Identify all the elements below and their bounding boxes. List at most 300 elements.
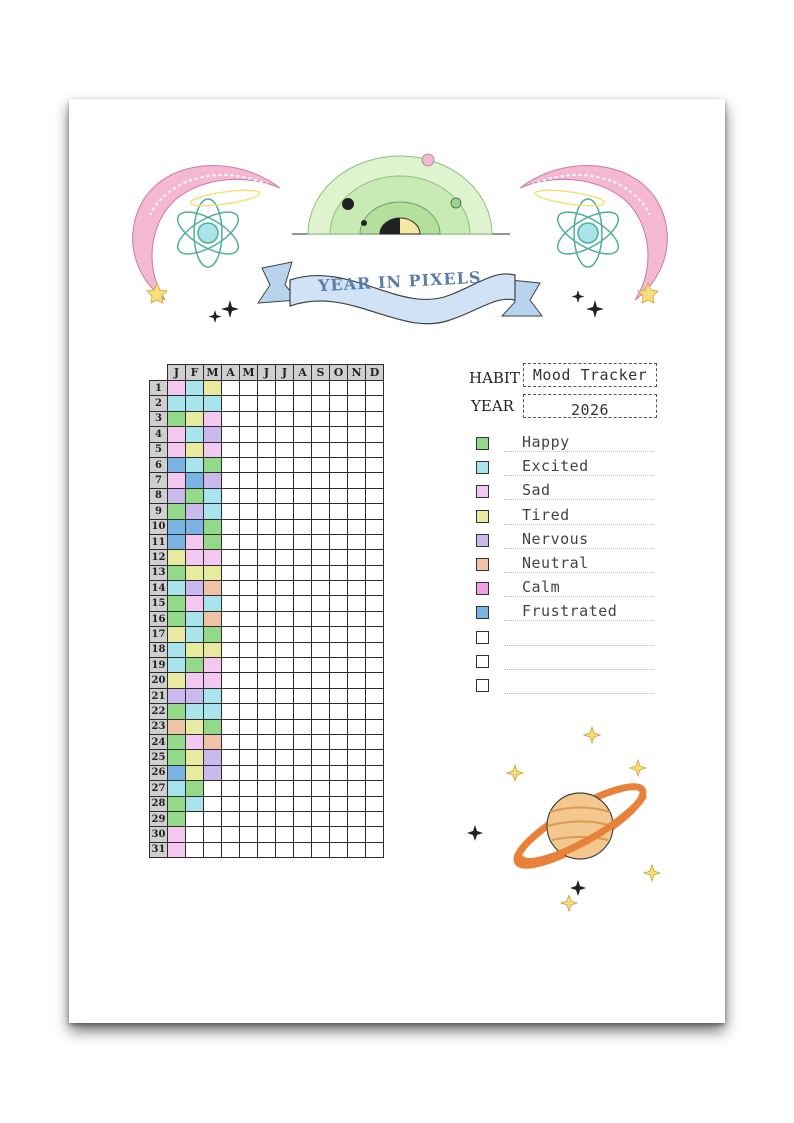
pixel-cell[interactable] bbox=[240, 750, 258, 765]
pixel-cell[interactable] bbox=[294, 688, 312, 703]
pixel-cell[interactable] bbox=[186, 750, 204, 765]
pixel-cell[interactable] bbox=[294, 611, 312, 626]
pixel-cell[interactable] bbox=[348, 796, 366, 811]
pixel-cell[interactable] bbox=[204, 534, 222, 549]
pixel-cell[interactable] bbox=[366, 457, 384, 472]
pixel-cell[interactable] bbox=[294, 534, 312, 549]
pixel-cell[interactable] bbox=[312, 842, 330, 857]
pixel-cell[interactable] bbox=[222, 488, 240, 503]
pixel-cell[interactable] bbox=[222, 381, 240, 396]
pixel-cell[interactable] bbox=[294, 519, 312, 534]
pixel-cell[interactable] bbox=[258, 473, 276, 488]
pixel-cell[interactable] bbox=[330, 627, 348, 642]
pixel-cell[interactable] bbox=[222, 796, 240, 811]
mood-swatch[interactable] bbox=[476, 534, 489, 547]
pixel-cell[interactable] bbox=[204, 411, 222, 426]
pixel-cell[interactable] bbox=[186, 688, 204, 703]
pixel-cell[interactable] bbox=[186, 596, 204, 611]
pixel-cell[interactable] bbox=[222, 565, 240, 580]
pixel-cell[interactable] bbox=[330, 734, 348, 749]
pixel-cell[interactable] bbox=[240, 519, 258, 534]
pixel-cell[interactable] bbox=[366, 642, 384, 657]
pixel-cell[interactable] bbox=[204, 704, 222, 719]
pixel-cell[interactable] bbox=[168, 427, 186, 442]
pixel-cell[interactable] bbox=[312, 457, 330, 472]
pixel-cell[interactable] bbox=[348, 457, 366, 472]
pixel-cell[interactable] bbox=[204, 765, 222, 780]
pixel-cell[interactable] bbox=[186, 811, 204, 826]
pixel-cell[interactable] bbox=[258, 842, 276, 857]
pixel-cell[interactable] bbox=[330, 411, 348, 426]
pixel-cell[interactable] bbox=[366, 381, 384, 396]
pixel-cell[interactable] bbox=[222, 457, 240, 472]
pixel-cell[interactable] bbox=[204, 827, 222, 842]
pixel-cell[interactable] bbox=[222, 519, 240, 534]
pixel-cell[interactable] bbox=[186, 396, 204, 411]
pixel-cell[interactable] bbox=[330, 473, 348, 488]
pixel-cell[interactable] bbox=[294, 504, 312, 519]
pixel-cell[interactable] bbox=[168, 581, 186, 596]
pixel-cell[interactable] bbox=[258, 504, 276, 519]
pixel-cell[interactable] bbox=[240, 642, 258, 657]
pixel-cell[interactable] bbox=[186, 381, 204, 396]
pixel-cell[interactable] bbox=[312, 734, 330, 749]
pixel-cell[interactable] bbox=[240, 734, 258, 749]
pixel-cell[interactable] bbox=[276, 473, 294, 488]
pixel-cell[interactable] bbox=[186, 719, 204, 734]
pixel-cell[interactable] bbox=[222, 427, 240, 442]
pixel-cell[interactable] bbox=[258, 411, 276, 426]
pixel-cell[interactable] bbox=[186, 627, 204, 642]
pixel-cell[interactable] bbox=[186, 519, 204, 534]
pixel-cell[interactable] bbox=[222, 473, 240, 488]
pixel-cell[interactable] bbox=[330, 811, 348, 826]
pixel-cell[interactable] bbox=[366, 719, 384, 734]
pixel-cell[interactable] bbox=[204, 427, 222, 442]
pixel-cell[interactable] bbox=[294, 765, 312, 780]
pixel-cell[interactable] bbox=[294, 673, 312, 688]
pixel-cell[interactable] bbox=[366, 396, 384, 411]
pixel-cell[interactable] bbox=[186, 457, 204, 472]
pixel-cell[interactable] bbox=[330, 704, 348, 719]
pixel-cell[interactable] bbox=[276, 411, 294, 426]
pixel-cell[interactable] bbox=[222, 750, 240, 765]
pixel-cell[interactable] bbox=[240, 781, 258, 796]
pixel-cell[interactable] bbox=[258, 581, 276, 596]
pixel-cell[interactable] bbox=[276, 488, 294, 503]
pixel-cell[interactable] bbox=[276, 611, 294, 626]
pixel-cell[interactable] bbox=[276, 750, 294, 765]
pixel-cell[interactable] bbox=[168, 750, 186, 765]
pixel-cell[interactable] bbox=[348, 396, 366, 411]
pixel-cell[interactable] bbox=[240, 765, 258, 780]
pixel-cell[interactable] bbox=[366, 811, 384, 826]
pixel-cell[interactable] bbox=[366, 688, 384, 703]
pixel-cell[interactable] bbox=[366, 750, 384, 765]
pixel-cell[interactable] bbox=[258, 704, 276, 719]
pixel-cell[interactable] bbox=[258, 673, 276, 688]
pixel-cell[interactable] bbox=[222, 550, 240, 565]
pixel-cell[interactable] bbox=[312, 396, 330, 411]
pixel-cell[interactable] bbox=[204, 627, 222, 642]
pixel-cell[interactable] bbox=[258, 565, 276, 580]
pixel-cell[interactable] bbox=[222, 765, 240, 780]
pixel-cell[interactable] bbox=[204, 550, 222, 565]
pixel-cell[interactable] bbox=[276, 381, 294, 396]
pixel-cell[interactable] bbox=[168, 550, 186, 565]
pixel-cell[interactable] bbox=[204, 596, 222, 611]
pixel-cell[interactable] bbox=[312, 688, 330, 703]
pixel-cell[interactable] bbox=[276, 842, 294, 857]
pixel-cell[interactable] bbox=[366, 411, 384, 426]
pixel-cell[interactable] bbox=[204, 611, 222, 626]
pixel-cell[interactable] bbox=[348, 504, 366, 519]
pixel-cell[interactable] bbox=[294, 704, 312, 719]
pixel-cell[interactable] bbox=[294, 488, 312, 503]
pixel-cell[interactable] bbox=[240, 842, 258, 857]
pixel-cell[interactable] bbox=[366, 488, 384, 503]
pixel-cell[interactable] bbox=[204, 565, 222, 580]
pixel-cell[interactable] bbox=[312, 796, 330, 811]
pixel-cell[interactable] bbox=[348, 596, 366, 611]
pixel-cell[interactable] bbox=[312, 596, 330, 611]
pixel-cell[interactable] bbox=[276, 673, 294, 688]
pixel-cell[interactable] bbox=[168, 381, 186, 396]
pixel-cell[interactable] bbox=[348, 519, 366, 534]
pixel-cell[interactable] bbox=[312, 427, 330, 442]
year-field[interactable]: 2026 bbox=[523, 394, 657, 418]
pixel-cell[interactable] bbox=[240, 504, 258, 519]
pixel-cell[interactable] bbox=[258, 750, 276, 765]
pixel-cell[interactable] bbox=[330, 534, 348, 549]
pixel-cell[interactable] bbox=[366, 519, 384, 534]
pixel-cell[interactable] bbox=[168, 442, 186, 457]
pixel-cell[interactable] bbox=[366, 673, 384, 688]
pixel-cell[interactable] bbox=[240, 811, 258, 826]
pixel-cell[interactable] bbox=[168, 627, 186, 642]
pixel-cell[interactable] bbox=[330, 550, 348, 565]
pixel-cell[interactable] bbox=[168, 688, 186, 703]
pixel-cell[interactable] bbox=[348, 534, 366, 549]
pixel-cell[interactable] bbox=[258, 688, 276, 703]
pixel-cell[interactable] bbox=[258, 827, 276, 842]
pixel-cell[interactable] bbox=[276, 519, 294, 534]
pixel-cell[interactable] bbox=[294, 781, 312, 796]
pixel-cell[interactable] bbox=[186, 658, 204, 673]
pixel-cell[interactable] bbox=[204, 781, 222, 796]
pixel-cell[interactable] bbox=[168, 781, 186, 796]
pixel-cell[interactable] bbox=[330, 673, 348, 688]
pixel-cell[interactable] bbox=[348, 688, 366, 703]
mood-swatch[interactable] bbox=[476, 631, 489, 644]
pixel-cell[interactable] bbox=[240, 488, 258, 503]
pixel-cell[interactable] bbox=[366, 534, 384, 549]
pixel-cell[interactable] bbox=[168, 519, 186, 534]
pixel-cell[interactable] bbox=[168, 504, 186, 519]
pixel-cell[interactable] bbox=[330, 688, 348, 703]
pixel-cell[interactable] bbox=[366, 565, 384, 580]
pixel-cell[interactable] bbox=[186, 827, 204, 842]
pixel-cell[interactable] bbox=[366, 627, 384, 642]
pixel-cell[interactable] bbox=[204, 673, 222, 688]
pixel-cell[interactable] bbox=[294, 596, 312, 611]
pixel-cell[interactable] bbox=[204, 519, 222, 534]
pixel-cell[interactable] bbox=[312, 811, 330, 826]
pixel-cell[interactable] bbox=[276, 811, 294, 826]
pixel-cell[interactable] bbox=[348, 842, 366, 857]
pixel-cell[interactable] bbox=[186, 642, 204, 657]
pixel-cell[interactable] bbox=[312, 673, 330, 688]
pixel-cell[interactable] bbox=[348, 827, 366, 842]
pixel-cell[interactable] bbox=[348, 442, 366, 457]
pixel-cell[interactable] bbox=[222, 596, 240, 611]
pixel-cell[interactable] bbox=[240, 396, 258, 411]
pixel-cell[interactable] bbox=[168, 811, 186, 826]
pixel-cell[interactable] bbox=[330, 381, 348, 396]
pixel-cell[interactable] bbox=[276, 457, 294, 472]
pixel-cell[interactable] bbox=[240, 457, 258, 472]
pixel-cell[interactable] bbox=[294, 457, 312, 472]
pixel-cell[interactable] bbox=[348, 381, 366, 396]
pixel-cell[interactable] bbox=[294, 565, 312, 580]
pixel-cell[interactable] bbox=[240, 611, 258, 626]
pixel-cell[interactable] bbox=[312, 381, 330, 396]
pixel-cell[interactable] bbox=[348, 488, 366, 503]
pixel-cell[interactable] bbox=[186, 473, 204, 488]
pixel-cell[interactable] bbox=[258, 550, 276, 565]
pixel-cell[interactable] bbox=[276, 796, 294, 811]
pixel-cell[interactable] bbox=[204, 442, 222, 457]
pixel-cell[interactable] bbox=[312, 642, 330, 657]
pixel-cell[interactable] bbox=[222, 534, 240, 549]
pixel-cell[interactable] bbox=[240, 658, 258, 673]
pixel-cell[interactable] bbox=[240, 411, 258, 426]
pixel-cell[interactable] bbox=[276, 504, 294, 519]
pixel-cell[interactable] bbox=[312, 473, 330, 488]
habit-field[interactable]: Mood Tracker bbox=[523, 363, 657, 387]
mood-swatch[interactable] bbox=[476, 510, 489, 523]
pixel-cell[interactable] bbox=[366, 796, 384, 811]
pixel-cell[interactable] bbox=[348, 550, 366, 565]
pixel-cell[interactable] bbox=[312, 765, 330, 780]
pixel-cell[interactable] bbox=[348, 642, 366, 657]
pixel-cell[interactable] bbox=[258, 488, 276, 503]
pixel-cell[interactable] bbox=[330, 642, 348, 657]
pixel-cell[interactable] bbox=[312, 719, 330, 734]
pixel-cell[interactable] bbox=[222, 781, 240, 796]
pixel-cell[interactable] bbox=[222, 411, 240, 426]
pixel-cell[interactable] bbox=[222, 642, 240, 657]
pixel-cell[interactable] bbox=[258, 627, 276, 642]
pixel-cell[interactable] bbox=[312, 611, 330, 626]
pixel-cell[interactable] bbox=[294, 442, 312, 457]
pixel-cell[interactable] bbox=[366, 827, 384, 842]
pixel-cell[interactable] bbox=[276, 627, 294, 642]
pixel-cell[interactable] bbox=[312, 827, 330, 842]
pixel-cell[interactable] bbox=[366, 704, 384, 719]
pixel-cell[interactable] bbox=[348, 811, 366, 826]
pixel-cell[interactable] bbox=[348, 565, 366, 580]
mood-swatch[interactable] bbox=[476, 582, 489, 595]
pixel-cell[interactable] bbox=[258, 765, 276, 780]
pixel-cell[interactable] bbox=[168, 719, 186, 734]
pixel-cell[interactable] bbox=[258, 381, 276, 396]
pixel-cell[interactable] bbox=[186, 442, 204, 457]
pixel-cell[interactable] bbox=[330, 765, 348, 780]
pixel-cell[interactable] bbox=[168, 704, 186, 719]
pixel-cell[interactable] bbox=[240, 442, 258, 457]
pixel-cell[interactable] bbox=[186, 673, 204, 688]
mood-swatch[interactable] bbox=[476, 485, 489, 498]
pixel-cell[interactable] bbox=[222, 658, 240, 673]
pixel-cell[interactable] bbox=[330, 658, 348, 673]
pixel-cell[interactable] bbox=[168, 827, 186, 842]
pixel-cell[interactable] bbox=[258, 642, 276, 657]
pixel-cell[interactable] bbox=[258, 396, 276, 411]
pixel-cell[interactable] bbox=[294, 796, 312, 811]
pixel-cell[interactable] bbox=[294, 827, 312, 842]
mood-swatch[interactable] bbox=[476, 558, 489, 571]
pixel-cell[interactable] bbox=[258, 442, 276, 457]
pixel-cell[interactable] bbox=[222, 611, 240, 626]
pixel-cell[interactable] bbox=[312, 504, 330, 519]
pixel-cell[interactable] bbox=[186, 704, 204, 719]
pixel-cell[interactable] bbox=[276, 642, 294, 657]
mood-swatch[interactable] bbox=[476, 655, 489, 668]
pixel-cell[interactable] bbox=[312, 519, 330, 534]
pixel-cell[interactable] bbox=[186, 734, 204, 749]
pixel-cell[interactable] bbox=[330, 519, 348, 534]
pixel-cell[interactable] bbox=[276, 765, 294, 780]
pixel-cell[interactable] bbox=[168, 473, 186, 488]
pixel-cell[interactable] bbox=[276, 396, 294, 411]
pixel-cell[interactable] bbox=[168, 534, 186, 549]
pixel-cell[interactable] bbox=[168, 565, 186, 580]
pixel-cell[interactable] bbox=[204, 688, 222, 703]
pixel-cell[interactable] bbox=[258, 457, 276, 472]
pixel-cell[interactable] bbox=[330, 781, 348, 796]
pixel-cell[interactable] bbox=[330, 611, 348, 626]
pixel-cell[interactable] bbox=[330, 842, 348, 857]
pixel-cell[interactable] bbox=[222, 673, 240, 688]
pixel-cell[interactable] bbox=[366, 581, 384, 596]
pixel-cell[interactable] bbox=[330, 565, 348, 580]
pixel-cell[interactable] bbox=[294, 581, 312, 596]
pixel-cell[interactable] bbox=[240, 688, 258, 703]
pixel-cell[interactable] bbox=[168, 596, 186, 611]
pixel-cell[interactable] bbox=[348, 719, 366, 734]
pixel-cell[interactable] bbox=[348, 704, 366, 719]
pixel-cell[interactable] bbox=[168, 673, 186, 688]
pixel-cell[interactable] bbox=[258, 427, 276, 442]
pixel-cell[interactable] bbox=[366, 765, 384, 780]
pixel-cell[interactable] bbox=[330, 504, 348, 519]
pixel-cell[interactable] bbox=[348, 473, 366, 488]
pixel-cell[interactable] bbox=[168, 734, 186, 749]
pixel-cell[interactable] bbox=[168, 396, 186, 411]
pixel-cell[interactable] bbox=[186, 427, 204, 442]
pixel-cell[interactable] bbox=[168, 842, 186, 857]
pixel-cell[interactable] bbox=[366, 427, 384, 442]
pixel-cell[interactable] bbox=[222, 688, 240, 703]
pixel-cell[interactable] bbox=[294, 427, 312, 442]
pixel-cell[interactable] bbox=[312, 704, 330, 719]
pixel-cell[interactable] bbox=[366, 442, 384, 457]
pixel-cell[interactable] bbox=[294, 550, 312, 565]
pixel-cell[interactable] bbox=[366, 550, 384, 565]
pixel-cell[interactable] bbox=[348, 750, 366, 765]
pixel-cell[interactable] bbox=[186, 411, 204, 426]
pixel-cell[interactable] bbox=[276, 734, 294, 749]
pixel-cell[interactable] bbox=[276, 719, 294, 734]
pixel-cell[interactable] bbox=[204, 750, 222, 765]
pixel-cell[interactable] bbox=[240, 565, 258, 580]
pixel-cell[interactable] bbox=[366, 611, 384, 626]
pixel-cell[interactable] bbox=[294, 658, 312, 673]
pixel-cell[interactable] bbox=[294, 627, 312, 642]
pixel-cell[interactable] bbox=[168, 658, 186, 673]
pixel-cell[interactable] bbox=[330, 596, 348, 611]
pixel-cell[interactable] bbox=[204, 642, 222, 657]
pixel-cell[interactable] bbox=[240, 534, 258, 549]
pixel-cell[interactable] bbox=[312, 658, 330, 673]
pixel-cell[interactable] bbox=[240, 473, 258, 488]
pixel-cell[interactable] bbox=[276, 781, 294, 796]
pixel-cell[interactable] bbox=[204, 581, 222, 596]
pixel-cell[interactable] bbox=[222, 396, 240, 411]
pixel-cell[interactable] bbox=[312, 581, 330, 596]
pixel-cell[interactable] bbox=[312, 534, 330, 549]
pixel-cell[interactable] bbox=[222, 627, 240, 642]
pixel-cell[interactable] bbox=[366, 658, 384, 673]
pixel-cell[interactable] bbox=[348, 658, 366, 673]
pixel-cell[interactable] bbox=[348, 611, 366, 626]
pixel-cell[interactable] bbox=[294, 396, 312, 411]
pixel-cell[interactable] bbox=[240, 627, 258, 642]
pixel-cell[interactable] bbox=[222, 581, 240, 596]
pixel-cell[interactable] bbox=[186, 534, 204, 549]
pixel-cell[interactable] bbox=[222, 734, 240, 749]
pixel-cell[interactable] bbox=[240, 719, 258, 734]
pixel-cell[interactable] bbox=[204, 457, 222, 472]
pixel-cell[interactable] bbox=[330, 750, 348, 765]
pixel-cell[interactable] bbox=[240, 381, 258, 396]
pixel-cell[interactable] bbox=[258, 719, 276, 734]
pixel-cell[interactable] bbox=[312, 565, 330, 580]
pixel-cell[interactable] bbox=[276, 565, 294, 580]
pixel-cell[interactable] bbox=[294, 381, 312, 396]
pixel-cell[interactable] bbox=[204, 396, 222, 411]
pixel-cell[interactable] bbox=[366, 504, 384, 519]
pixel-cell[interactable] bbox=[168, 765, 186, 780]
pixel-cell[interactable] bbox=[222, 811, 240, 826]
pixel-cell[interactable] bbox=[366, 781, 384, 796]
pixel-cell[interactable] bbox=[168, 611, 186, 626]
pixel-cell[interactable] bbox=[276, 534, 294, 549]
pixel-cell[interactable] bbox=[186, 565, 204, 580]
pixel-cell[interactable] bbox=[294, 842, 312, 857]
pixel-cell[interactable] bbox=[186, 781, 204, 796]
pixel-cell[interactable] bbox=[258, 534, 276, 549]
pixel-cell[interactable] bbox=[348, 781, 366, 796]
pixel-cell[interactable] bbox=[168, 457, 186, 472]
pixel-cell[interactable] bbox=[276, 596, 294, 611]
pixel-cell[interactable] bbox=[330, 396, 348, 411]
mood-swatch[interactable] bbox=[476, 606, 489, 619]
pixel-cell[interactable] bbox=[168, 642, 186, 657]
pixel-cell[interactable] bbox=[366, 842, 384, 857]
pixel-cell[interactable] bbox=[240, 704, 258, 719]
